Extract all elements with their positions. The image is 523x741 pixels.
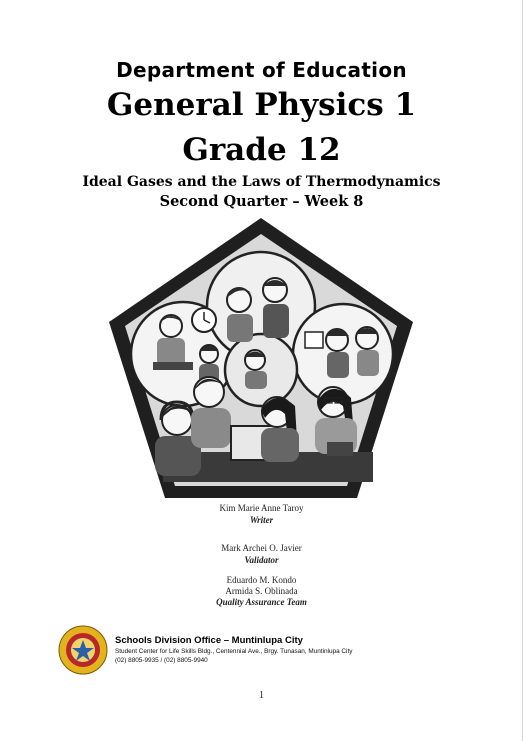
qa-role: Quality Assurance Team <box>216 597 307 607</box>
scene-circle-center <box>225 334 297 406</box>
writer-name: Kim Marie Anne Taroy <box>219 503 304 513</box>
grade-title: Grade 12 <box>182 132 341 168</box>
topic-title: Ideal Gases and the Laws of Thermodynamics <box>82 174 441 190</box>
quarter-title: Second Quarter – Week 8 <box>159 193 364 210</box>
page-number: 1 <box>259 690 264 701</box>
qa-name: Eduardo M. Kondo <box>226 575 297 585</box>
validator-role: Validator <box>244 555 279 565</box>
qa-name: Armida S. Oblinada <box>225 586 298 596</box>
office-phone: (02) 8805-9935 / (02) 8805-9940 <box>115 657 208 664</box>
department-title: Department of Education <box>116 58 407 82</box>
subject-title: General Physics 1 <box>106 87 417 123</box>
office-address: Student Center for Life Skills Bldg., Centennial Ave., Brgy. Tunasan, Muntinlupa City <box>115 648 353 655</box>
validator-name: Mark Archei O. Javier <box>221 543 302 553</box>
division-seal-icon <box>58 625 108 675</box>
office-name: Schools Division Office – Muntinlupa City <box>115 635 303 646</box>
cover-illustration <box>105 214 417 499</box>
writer-role: Writer <box>249 515 274 525</box>
